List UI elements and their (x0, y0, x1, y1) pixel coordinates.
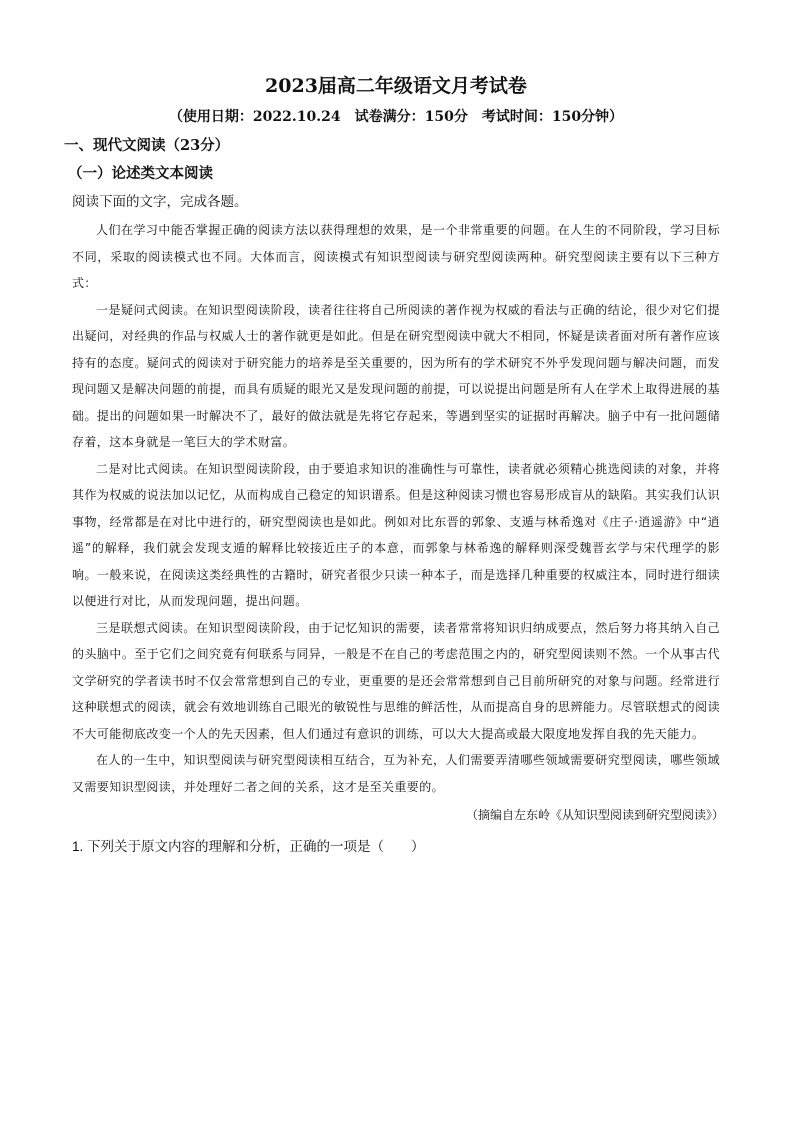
reading-instruction: 阅读下面的文字，完成各题。 (72, 194, 248, 210)
exam-info: （使用日期：2022.10.24 试卷满分：150分 考试时间：150分钟） (168, 109, 624, 125)
passage-paragraph: 一是疑问式阅读。在知识型阅读阶段，读者往往将自己所阅读的著作视为权威的看法与正确的结论，很少对它们提出疑问，对经典的作品与权威人士的著作就更是如此。但是在研究型阅读中就大不相同，怀疑是读者面对所有著作应该持有的态度。疑问式的阅读对于研究能力的培养是至关重要的，因为所有的学术研究不外乎发现问题与解决问题，而发现问题又是解决问题的前提，而具有质疑的眼光又是发现问题的前提，可以说提出问题是所有人在学术上取得进展的基础。提出的问题如果一时解决不了，最好的做法就是先将它存起来，等遇到坚实的证据时再解决。脑子中有一批问题储存着，这本身就是一笔巨大的学术财富。 (72, 302, 720, 449)
passage-paragraph: 人们在学习中能否掌握正确的阅读方法以获得理想的效果，是一个非常重要的问题。在人生的不同阶段，学习目标不同，采取的阅读模式也不同。大体而言，阅读模式有知识型阅读与研究型阅读两种。研究型阅读主要有以下三种方式： (72, 223, 720, 290)
passage-paragraph: 在人的一生中，知识型阅读与研究型阅读相互结合，互为补充，人们需要弄清哪些领域需要研究型阅读，哪些领域又需要知识型阅读，并处理好二者之间的关系，这才是至关重要的。 (72, 753, 720, 794)
passage-paragraph: 二是对比式阅读。在知识型阅读阶段，由于要追求知识的准确性与可靠性，读者就必须精心挑选阅读的对象，并将其作为权威的说法加以记忆，从而构成自己稳定的知识谱系。但是这种阅读习惯也容易形成盲从的缺陷。其实我们认识事物，经常都是在对比中进行的，研究型阅读也是如此。例如对比东晋的郭象、支遁与林希逸对《庄子·逍遥游》中“逍遥”的解释，我们就会发现支遁的解释比较接近庄子的本意，而郭象与林希逸的解释则深受魏晋玄学与宋代理学的影响。一般来说，在阅读这类经典性的古籍时，研究者很少只读一种本子，而是选择几种重要的权威注本，同时进行细读以便进行对比，从而发现问题，提出问题。 (72, 461, 720, 608)
passage-paragraph: 三是联想式阅读。在知识型阅读阶段，由于记忆知识的需要，读者常常将知识归纳成要点，然后努力将其纳入自己的头脑中。至于它们之间究竟有何联系与同异，一般是不在自己的考虑范围之内的，研究型阅读则不然。一个从事古代文学研究的学者读书时不仅会常常想到自己的专业，更重要的是还会常常想到自己目前所研究的对象与问题。经常进行这种联想式的阅读，就会有效地训练自己眼光的敏锐性与思维的鲜活性，从而提高自身的思辨能力。尽管联想式的阅读不大可能彻底改变一个人的先天因素，但人们通过有意识的训练，可以大大提高或最大限度地发挥自我的先天能力。 (72, 620, 720, 741)
section-heading: 一、现代文阅读（23分） (64, 137, 230, 154)
question-1: 1. 下列关于原文内容的理解和分析，正确的一项是（ ） (72, 839, 425, 854)
reading-passage (72, 217, 720, 800)
passage-source: （摘编自左东岭《从知识型阅读到研究型阅读》） (465, 808, 724, 822)
subsection-heading: （一）论述类文本阅读 (68, 165, 213, 182)
exam-title: 2023届高二年级语文月考试卷 (265, 75, 527, 97)
